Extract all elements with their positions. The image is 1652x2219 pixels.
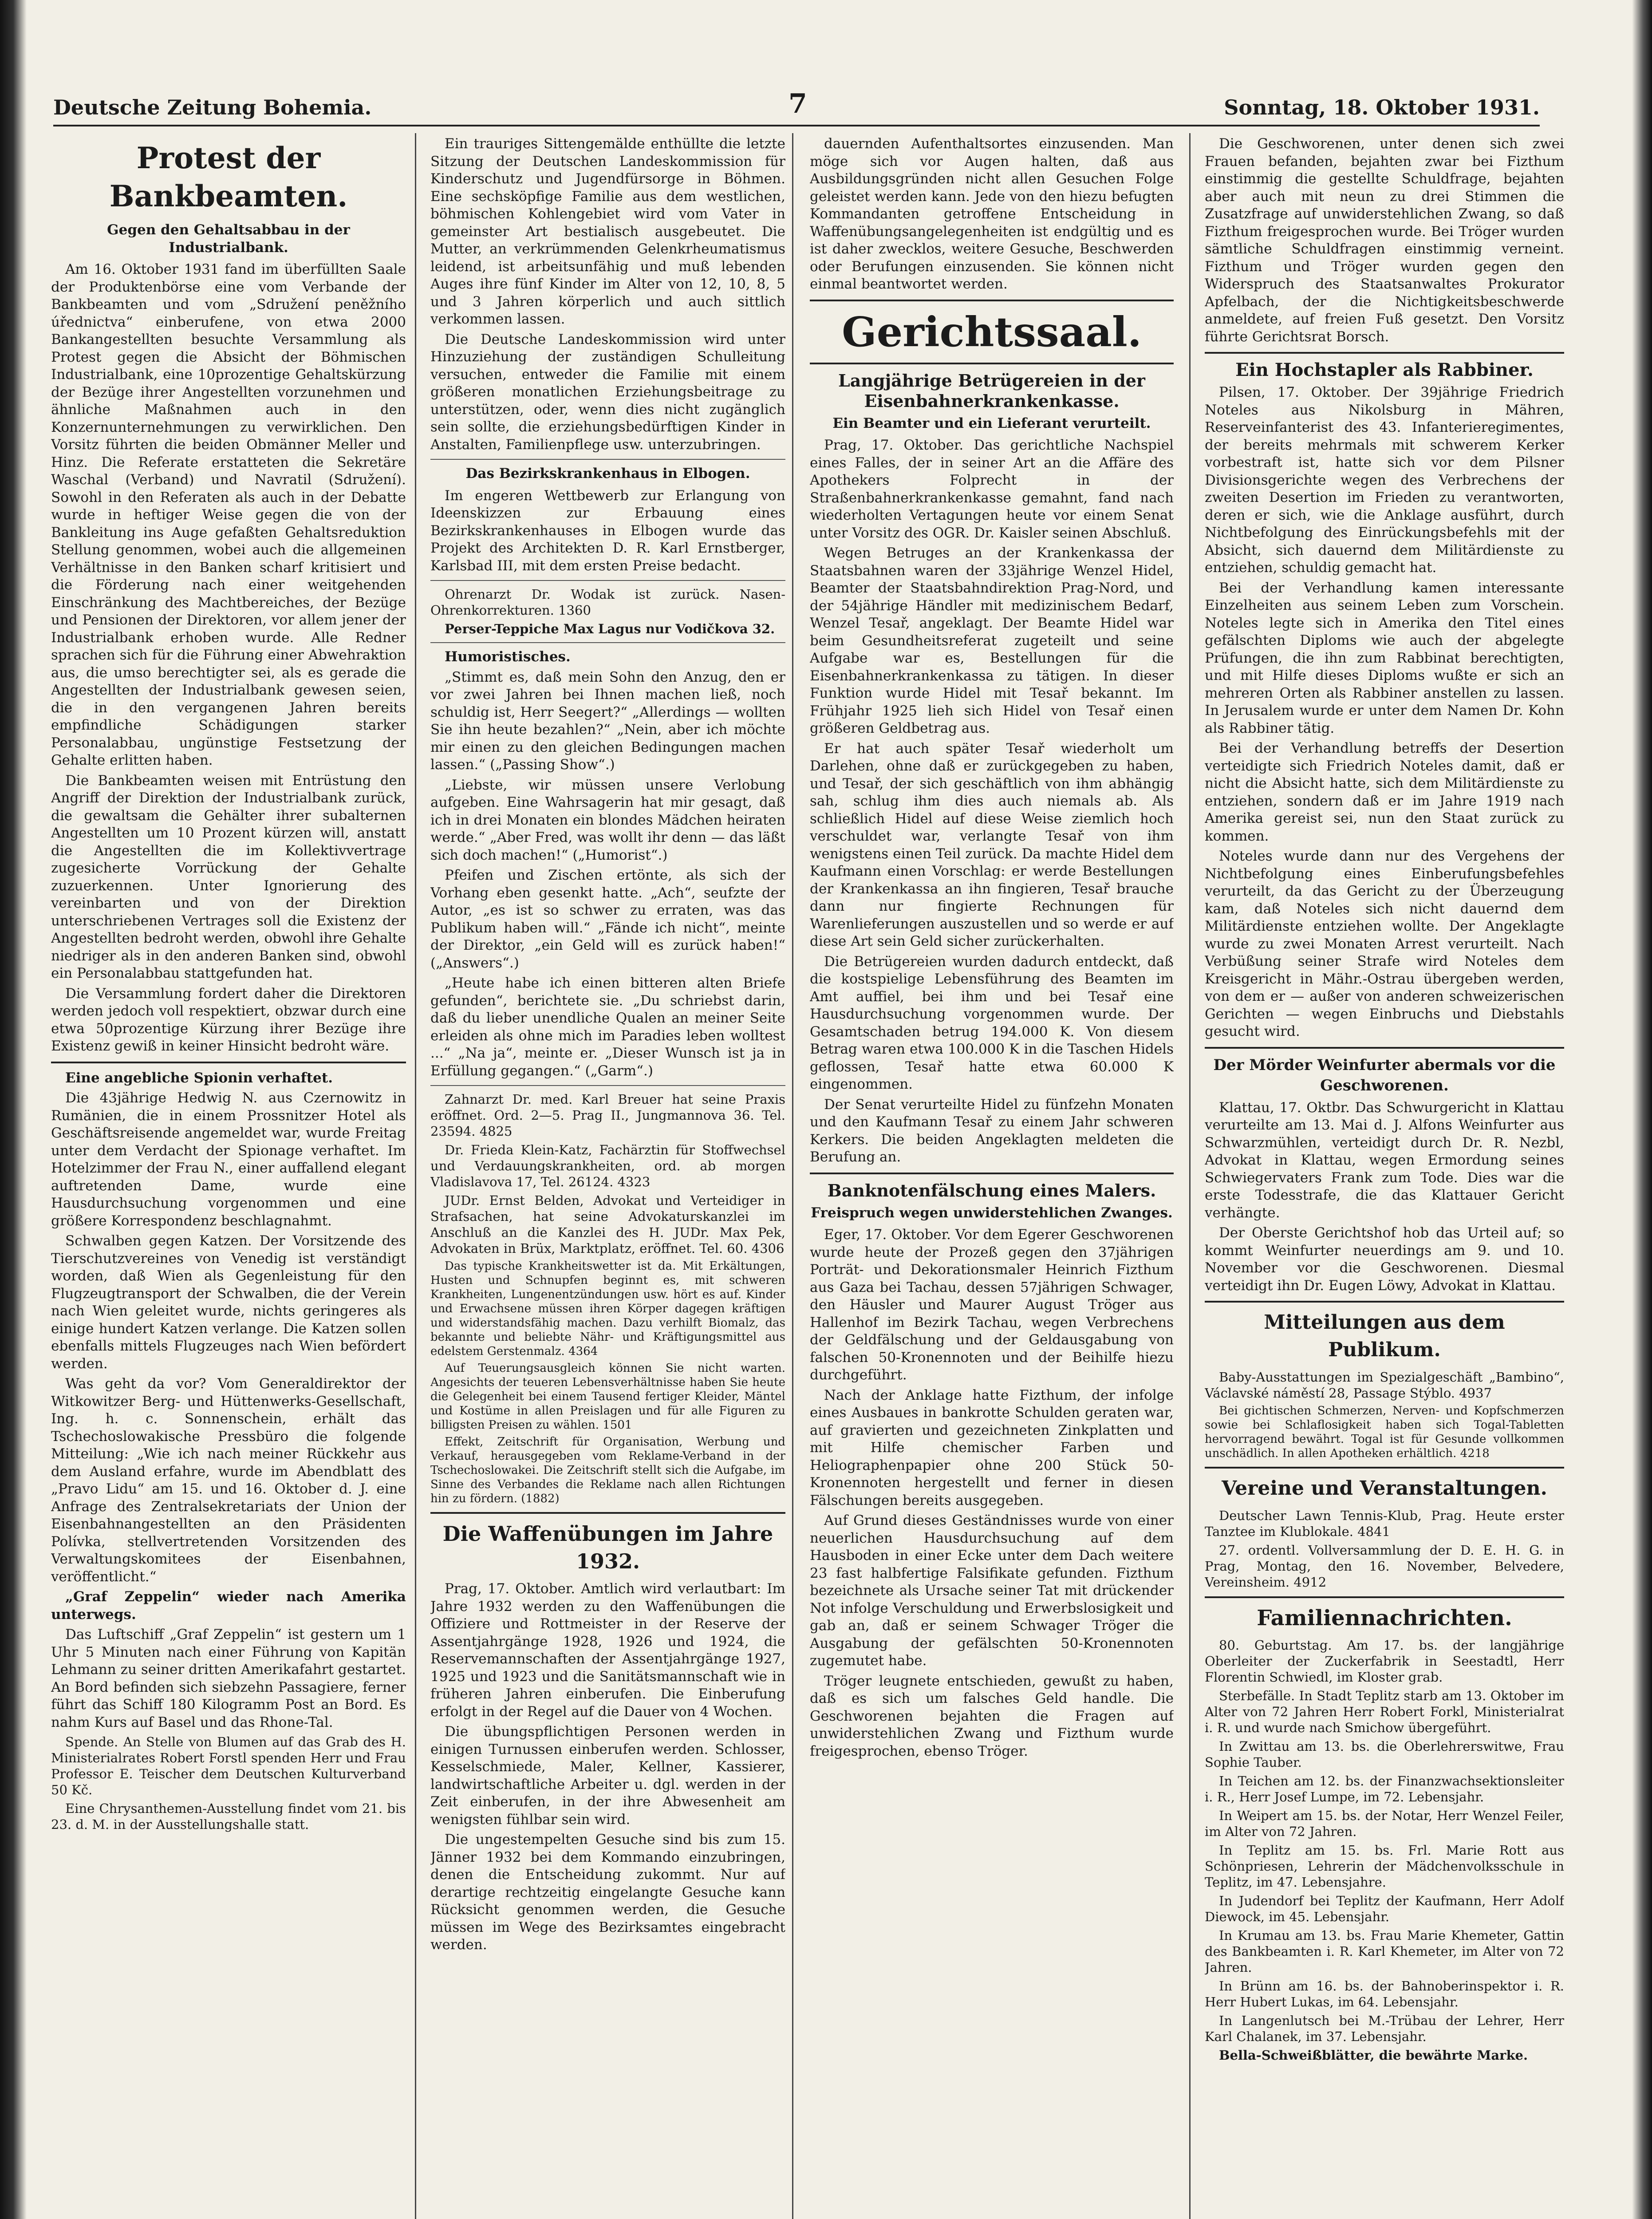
notice-number: 4912 bbox=[1293, 1575, 1327, 1590]
paragraph: Pilsen, 17. Oktober. Der 39jährige Friedrich Noteles aus Nikolsburg in Mähren, Reserveinfanterist des 43. Infanterieregimentes, der bereits mehrmals mit schwerem Kerker vorbestraft ist, hatte sich vor dem Pilsner Divisionsgerichte wegen des Verbrechens der zweiten Desertion im Frieden zu verantworten, deren er sich, wie die Anklage ausführt, durch Nichtbefolgung des Einrückungsbefehls mit der Absicht, sich dauernd dem Militärdienste zu entziehen, schuldig gemacht hat. bbox=[1205, 384, 1564, 576]
notice: Spende. An Stelle von Blumen auf das Grab des H. Ministerialrates Robert Forstl spenden Herr und Frau Professor E. Teischer dem Deutschen Kulturverband 50 Kč. bbox=[51, 1734, 406, 1797]
advertisement bbox=[430, 586, 785, 618]
notice-number: 4841 bbox=[1357, 1524, 1390, 1539]
paragraph: Tröger leugnete entschieden, gewußt zu haben, daß es sich um falsches Geld handle. Die Geschworenen bejahten die Fragen auf unwiderstehlichen Zwang und Fizthum wurde freigesprochen, ebenso Tröger. bbox=[810, 1673, 1174, 1759]
ad-number: 1360 bbox=[558, 603, 591, 618]
ad-number: (1882) bbox=[521, 1492, 560, 1505]
column-1 bbox=[51, 135, 406, 2219]
ad-text: Effekt, Zeitschrift für Organisation, Werbung und Verkauf, herausgegeben vom Reklame-Verband in der Tschechoslowakei. Die Zeitschrift stellt sich die Aufgabe, im Sinne des Verbandes die Reklame nach allen Richtungen hin zu fördern. bbox=[430, 1435, 785, 1505]
paragraph: Klattau, 17. Oktbr. Das Schwurgericht in Klattau verurteilte am 13. Mai d. J. Alfons Weinfurter aus Schwarzmühlen, verteidigt durch Dr. R. Nezbl, Advokat in Klattau, wegen Ermordung seines Schwiegervaters Frank zum Tode. Dies war die erste Todesstrafe, die das Klattauer Gericht verhängte. bbox=[1205, 1099, 1564, 1221]
paragraph: Pfeifen und Zischen ertönte, als sich der Vorhang eben gesenkt hatte. „Ach“, seufzte der Autor, „es ist so schwer zu erraten, was das Publikum haben will.“ „Fände ich nicht“, meinte der Direktor, „ein Geld will es zurück haben!“ („Answers“.) bbox=[430, 867, 785, 971]
divider bbox=[430, 642, 785, 643]
ad-text: Auf Teuerungsausgleich können Sie nicht warten. Angesichts der teueren Lebensverhältnisse haben Sie heute die Gelegenheit bei einem Tausend fertiger Kleider, Mäntel und Kostüme in allen Preislagen und für alle Figuren zu billigsten Preisen zu wählen. bbox=[430, 1362, 785, 1432]
article-title: Ein Hochstapler als Rabbiner. bbox=[1235, 359, 1534, 380]
divider bbox=[810, 363, 1174, 364]
divider bbox=[1205, 1047, 1564, 1049]
divider bbox=[430, 1512, 785, 1514]
family-notice: In Brünn am 16. bs. der Bahnoberinspektor i. R. Herr Hubert Lukas, im 64. Lebensjahr. bbox=[1205, 1978, 1564, 2010]
paragraph: Bei der Verhandlung betreffs der Desertion verteidigte sich Friedrich Noteles damit, daß er nicht die Absicht hatte, sich dem Militärdienste zu entziehen, sondern daß er im Jahre 1919 nach Amerika gereist sei, nun den Staat zurück zu kommen. bbox=[1205, 740, 1564, 844]
paragraph: Am 16. Oktober 1931 fand im überfüllten Saale der Produktenbörse eine vom Verbande der Bankbeamten und vom „Sdružení peněžního úřednictva“ einberufene, von etwa 2000 Bankangestellten besuchte Versammlung als Protest gegen die Absicht der Böhmischen Industrialbank, eine 10prozentige Gehaltskürzung der Bezüge ihrer Angestellten vorzunehmen und ähnliche Maßnahmen auch in den Konzernunternehmungen zu verwirklichen. Den Vorsitz führten die beiden Obmänner Meller und Hinz. Die Referate erstatteten die Sekretäre Waschal (Verband) und Navratil (Sdružení). Sowohl in den Referaten als auch in der Debatte wurde in heftiger Weise gegen die von der Bankleitung ins Auge gefaßten Gehaltsreduktion Stellung genommen, wobei auch die allgemeinen Verhältnisse in den Banken scharf kritisiert und die Förderung nach einer weitgehenden Einschränkung des Machtbereiches, der Bezüge und Pensionen der Direktoren, vor allem jener der Industrialbank erhoben wurde. Alle Redner sprachen sich für die Führung einer Abwehraktion aus, die umso berechtigter sei, als es gerade die Angestellten der Industrialbank gewesen seien, die in den vergangenen Jahren bereits empfindliche Schädigungen starker Personalabbau, ungünstige Festsetzung der Gehalte erlitten haben. bbox=[51, 261, 406, 768]
paragraph: Die Betrügereien wurden dadurch entdeckt, daß die kostspielige Lebensführung des Beamten im Amt auffiel, bei ihm und bei Tesař eine Hausdurchsuchung vorgenommen wurde. Der Gesamtschaden betrug 194.000 K. Von diesem Betrag waren etwa 100.000 K in die Taschen Hidels geflossen, Tesař hatte etwa 60.000 K eingenommen. bbox=[810, 953, 1174, 1092]
article-subtitle: Freispruch wegen unwiderstehlichen Zwanges. bbox=[811, 1204, 1173, 1221]
paragraph: Auf Grund dieses Geständnisses wurde von einer neuerlichen Hausdurchsuchung auf dem Hausboden in einer Ecke unter dem Dach weitere 23 fast halbfertige Falsifikate gefunden. Fizthum bezeichnete als Ursache seiner Tat mit drückender Not infolge Verschuldung und Erwerbslosigkeit und gab an, daß er seinem Schwager Tröger die Ausgabung der gefälschten 50-Kronennoten zugemutet habe. bbox=[810, 1512, 1174, 1669]
news-item-title: Eine angebliche Spionin verhaftet. bbox=[65, 1070, 333, 1086]
news-item-title: Das Bezirkskrankenhaus in Elbogen. bbox=[465, 466, 750, 482]
advertisement bbox=[430, 1142, 785, 1190]
paragraph: dauernden Aufenthaltsortes einzusenden. Man möge sich vor Augen halten, daß aus Ausbildungsgründen nicht allen Gesuchen Folge geleistet werden kann. Jede von den hiezu befugten Kommandanten getroffene Entscheidung in Waffenübungsangelegenheiten ist endgültig und es ist daher zwecklos, weitere Gesuche, Beschwerden oder Berufungen einzusenden. Sie können nicht einmal beantwortet werden. bbox=[810, 136, 1174, 292]
paragraph: Der Senat verurteilte Hidel zu fünfzehn Monaten und den Kaufmann Tesař zu einem Jahr schweren Kerkers. Die beiden Angeklagten meldeten die Berufung an. bbox=[810, 1096, 1174, 1165]
notice-number: 4937 bbox=[1459, 1386, 1492, 1401]
ad-text: Zahnarzt Dr. med. Karl Breuer hat seine Praxis eröffnet. Ord. 2—5. Prag II., Jungmannova 36. Tel. 23594. bbox=[430, 1092, 785, 1139]
ad-text: Ohrenarzt Dr. Wodak ist zurück. Nasen-Ohrenkorrekturen. bbox=[430, 587, 785, 618]
paragraph: Noteles wurde dann nur des Vergehens der Nichtbefolgung eines Einberufungsbefehles verurteilt, da das Gericht zu der Überzeugung kam, daß Noteles sich nicht dauernd dem Militärdienste entziehen wollte. Der Angeklagte wurde zu zwei Monaten Arrest verurteilt. Nach Verbüßung seiner Strafe wird Noteles dem Kreisgericht in Mähr.-Ostrau übergeben werden, von dem er — außer von anderen schweizerischen Gerichten — wegen Einbruchs und Diebstahls gesucht wird. bbox=[1205, 848, 1564, 1039]
paragraph: Wegen Betruges an der Krankenkassa der Staatsbahnen waren der 33jährige Wenzel Hidel, Beamter der Staatsbahndirektion Prag-Nord, und der 54jährige Händler mit medizinischem Bedarf, Wenzel Tesař, angeklagt. Der Beamte Hidel war beim Gesundheitsreferat zugeteilt und seine Aufgabe war es, Bestellungen für die Eisenbahnerkrankenkassa zu tätigen. In dieser Funktion wurde Hidel mit Tesař bekannt. Im Frühjahr 1925 lieh sich Hidel von Tesař einen größeren Geldbetrag aus. bbox=[810, 545, 1174, 736]
column-4 bbox=[1205, 135, 1564, 2219]
advertisement bbox=[430, 1435, 785, 1506]
divider bbox=[430, 459, 785, 460]
scan-edge-left bbox=[0, 0, 27, 2219]
divider bbox=[430, 580, 785, 581]
divider bbox=[1205, 352, 1564, 354]
advertisement bbox=[430, 1091, 785, 1139]
ad-number: 4364 bbox=[568, 1345, 598, 1358]
paragraph: Bei der Verhandlung kamen interessante Einzelheiten aus seinem Leben zum Vorschein. Noteles legte sich in Amerika den Titel eines gefälschten Diploms wie auch der abgelegte Prüfungen, die ihn zum Rabbinat berechtigten, und mit Hilfe dieses Diploms wußte er sich an mehreren Orten als Rabbiner anstellen zu lassen. In Jerusalem wurde er unter dem Namen Dr. Kohn als Rabbiner tätig. bbox=[1205, 580, 1564, 736]
paragraph: Die übungspflichtigen Personen werden in einigen Turnussen einberufen werden. Schlosser, Kesselschmiede, Maler, Kellner, Kassierer, landwirtschaftliche Arbeiter u. dgl. werden in der Zeit einberufen, in der ihre Abwesenheit am wenigsten fühlbar sein wird. bbox=[430, 1724, 785, 1828]
notice-number: 4218 bbox=[1460, 1447, 1490, 1460]
family-notice: 80. Geburtstag. Am 17. bs. der langjährige Oberleiter der Zuckerfabrik in Seestadtl, Herr Florentin Schwiedl, im Kloster grab. bbox=[1205, 1638, 1564, 1685]
family-notice: Bella-Schweißblätter, die bewährte Marke. bbox=[1219, 2048, 1528, 2063]
column-rule bbox=[1189, 133, 1191, 2219]
notice bbox=[1205, 1404, 1564, 1461]
divider bbox=[51, 1062, 406, 1063]
divider bbox=[1205, 1596, 1564, 1598]
paragraph: Schwalben gegen Katzen. Der Vorsitzende des Tierschutzvereines von Venedig ist verständigt worden, daß Wien als Gegenleistung für den Flugzeugtransport der Schwalben, die der Verein nach Wien geleitet wurde, nichts geringeres als einige hundert Katzen verlange. Die Katzen sollen ebenfalls mittels Flugzeuges nach Wien befördert werden. bbox=[51, 1233, 406, 1372]
paragraph: Eger, 17. Oktober. Vor dem Egerer Geschworenen wurde heute der Prozeß gegen den 37jährigen Porträt- und Dekorationsmaler Heinrich Fizthum aus Gaza bei Tachau, dessen 57jährigen Schwager, den Häusler und Maurer August Tröger aus Hallenhof im Bezirk Tachau, wegen Verbrechens der Geldfälschung und der Geldausgabung von falschen 50-Kronennoten und der Beihilfe hiezu durchgeführt. bbox=[810, 1227, 1174, 1383]
notice bbox=[1205, 1369, 1564, 1401]
divider bbox=[810, 300, 1174, 301]
paragraph: „Stimmt es, daß mein Sohn den Anzug, den er vor zwei Jahren bei Ihnen machen ließ, noch schuldig ist, Herr Seegert?“ „Allerdings — wollten Sie ihn heute bezahlen?“ „Nein, aber ich möchte mir einen zu den gleichen Bedingungen machen lassen.“ („Passing Show“.) bbox=[430, 669, 785, 773]
section-title: Gerichtssaal. bbox=[842, 308, 1142, 356]
ad-text: JUDr. Ernst Belden, Advokat und Verteidiger in Strafsachen, hat seine Advokaturskanzlei im Anschluß an die Kanzlei des H. JUDr. Max Pek, Advokaten in Brüx, Marktplatz, eröffnet. Tel. 60. bbox=[430, 1193, 785, 1256]
family-notice: In Langenlutsch bei M.-Trübau der Lehrer, Herr Karl Chalanek, im 37. Lebensjahr. bbox=[1205, 2013, 1564, 2044]
ad-number: 4306 bbox=[751, 1241, 785, 1256]
column-rule bbox=[792, 133, 793, 2219]
page-header bbox=[53, 88, 1540, 126]
article-title: Der Mörder Weinfurter abermals vor die Geschworenen. bbox=[1213, 1056, 1556, 1094]
article-title: Langjährige Betrügereien in der Eisenbahnerkrankenkasse. bbox=[838, 370, 1145, 411]
paragraph: Prag, 17. Oktober. Das gerichtliche Nachspiel eines Falles, der in seiner Art an die Affäre des Apothekers Folprecht in der Straßenbahnerkrankenkasse gemahnt, fand nach wiederholten Vertagungen heute vor einem Senat unter Vorsitz des OGR. Dr. Kaisler seinen Abschluß. bbox=[810, 437, 1174, 541]
header-newspaper-name: Deutsche Zeitung Bohemia. bbox=[53, 95, 372, 119]
section-title: Mitteilungen aus dem Publikum. bbox=[1264, 1311, 1505, 1361]
family-notice: In Krumau am 13. bs. Frau Marie Khemeter, Gattin des Bankbeamten i. R. Karl Khemeter, im Alter von 72 Jahren. bbox=[1205, 1928, 1564, 1975]
advertisement: Perser-Teppiche Max Lagus nur Vodičkova 32. bbox=[445, 621, 775, 636]
column-3 bbox=[810, 135, 1174, 2219]
article-subtitle: Ein Beamter und ein Lieferant verurteilt. bbox=[832, 415, 1151, 431]
article-title: Die Waffenübungen im Jahre 1932. bbox=[442, 1522, 773, 1573]
divider bbox=[810, 1173, 1174, 1174]
paragraph: Was geht da vor? Vom Generaldirektor der Witkowitzer Berg- und Hüttenwerks-Gesellschaft, Ing. h. c. Sonnenschein, erhält das Tschechoslowakische Pressbüro die folgende Mitteilung: „Wie ich nach meiner Rückkehr aus dem Ausland erfahre, wurde im Abendblatt des „Pravo Lidu“ am 15. und 16. Oktober d. J. eine Anfrage des Zentralsekretariats der Union der Eisenbahnangestellten an den Präsidenten Polívka, stellvertretenden Vorsitzenden des Verwaltungskomitees der Eisenbahnen, veröffentlicht.“ bbox=[51, 1376, 406, 1585]
notice-text: Bei gichtischen Schmerzen, Nerven- und Kopfschmerzen sowie bei Schlaflosigkeit haben sich Togal-Tabletten hervorragend bewährt. Togal ist für Gesunde vollkommen unschädlich. In allen Apotheken erhältlich. bbox=[1205, 1404, 1564, 1460]
column-2 bbox=[430, 135, 785, 2219]
paragraph: Er hat auch später Tesař wiederholt um Darlehen, ohne daß er zurückgegeben zu haben, und Tesař, der sich geschäftlich von ihm abhängig sah, schlug ihm dies auch niemals ab. Als schließlich Hidel auf diese Weise ziemlich hoch verschuldet war, verlangte Tesař von ihm wenigstens einen Teil zurück. Da machte Hidel dem Kaufmann einen Vorschlag: er werde Bestellungen der Krankenkassa an ihn fingieren, Tesař brauche dann nur fingierte Rechnungen für Warenlieferungen auszustellen und so werde er auf diese Art sein Geld sicher zurückerhalten. bbox=[810, 740, 1174, 949]
paragraph: Prag, 17. Oktober. Amtlich wird verlautbart: Im Jahre 1932 werden zu den Waffenübungen die Offiziere und Rottmeister in der Reserve der Assentjahrgänge 1928, 1926 und 1924, die Reservemannschaften der Assentjahrgänge 1927, 1925 und 1923 und die Sanitätsmannschaft wie in früheren Jahren einberufen. Die Einberufung erfolgt in der Regel auf die Dauer von 4 Wochen. bbox=[430, 1581, 785, 1720]
article-title: Banknotenfälschung eines Malers. bbox=[827, 1180, 1156, 1200]
scan-edge-right bbox=[1632, 0, 1652, 2219]
paragraph: Der Oberste Gerichtshof hob das Urteil auf; so kommt Weinfurter neuerdings am 9. und 10. November vor die Geschworenen. Diesmal verteidigt ihn Dr. Eugen Löwy, Advokat in Klattau. bbox=[1205, 1225, 1564, 1294]
paragraph: „Heute habe ich einen bitteren alten Briefe gefunden“, berichtete sie. „Du schriebst darin, daß du lieber unendliche Qualen an meiner Seite erleiden als ohne mich im Paradies leben wolltest ...“ „Na ja“, meinte er. „Dieser Wunsch ist ja in Erfüllung gegangen.“ („Garm“.) bbox=[430, 975, 785, 1079]
paragraph: Die Deutsche Landeskommission wird unter Hinzuziehung der zuständigen Schulleitung versuchen, entweder die Familie mit einem größeren monatlichen Erziehungsbeitrage zu unterstützen, oder, wenn dies nicht zugänglich sein sollte, die erziehungsbedürftigen Kinder in Anstalten, Familienpflege usw. unterzubringen. bbox=[430, 331, 785, 453]
family-notice: In Teichen am 12. bs. der Finanzwachsektionsleiter i. R., Herr Josef Lumpe, im 72. Lebensjahr. bbox=[1205, 1773, 1564, 1804]
family-notice: Sterbefälle. In Stadt Teplitz starb am 13. Oktober im Alter von 72 Jahren Herr Robert Forkl, Ministerialrat i. R. und wurde nach Smichow übergeführt. bbox=[1205, 1688, 1564, 1735]
section-title: Familiennachrichten. bbox=[1257, 1606, 1512, 1631]
advertisement bbox=[430, 1259, 785, 1358]
article-title: Protest der Bankbeamten. bbox=[109, 141, 348, 213]
notice-text: Baby-Ausstattungen im Spezialgeschäft „Bambino“, Václavské náměstí 28, Passage Stýblo. bbox=[1205, 1370, 1564, 1401]
divider bbox=[1205, 1301, 1564, 1303]
divider bbox=[430, 1085, 785, 1086]
notice bbox=[1205, 1542, 1564, 1590]
paragraph: Ein trauriges Sittengemälde enthüllte die letzte Sitzung der Deutschen Landeskommission für Kinderschutz und Jugendfürsorge in Böhmen. Eine sechsköpfige Familie aus dem westlichen, böhmischen Kohlengebiet wird vom Vater in gemeinster Art bestialisch ausgebeutet. Die Mutter, an verkrümmenden Gelenkrheumatismus leidend, ist arbeitsunfähig und muß lebenden Auges ihre fünf Kinder im Alter von 12, 10, 8, 5 und 3 Jahren körperlich und auch sittlich verkommen lassen. bbox=[430, 136, 785, 327]
news-item-title: „Graf Zeppelin“ wieder nach Amerika unterwegs. bbox=[51, 1589, 406, 1623]
column-rule bbox=[415, 133, 416, 2219]
paragraph: Die Bankbeamten weisen mit Entrüstung den Angriff der Direktion der Industrialbank zurück, die gewaltsam die Gehälter ihrer subalternen Angestellten um 10 Prozent kürzen will, anstatt die Angestellten die im Kollektivvertrage zugesicherte Vorrückung der Gehalte zuzuerkennen. Unter Ignorierung des vereinbarten und von der Direktion unterschriebenen Vertrages soll die Existenz der Angestellten bedroht werden, obwohl ihre Gehalte niedriger als in den anderen Banken sind, obwohl ein Personalabbau stattgefunden hat. bbox=[51, 772, 406, 981]
family-notice: In Judendorf bei Teplitz der Kaufmann, Herr Adolf Diewock, im 45. Lebensjahr. bbox=[1205, 1893, 1564, 1924]
ad-text: Das typische Krankheitswetter ist da. Mit Erkältungen, Husten und Schnupfen beginnt es, mit schweren Krankheiten, Lungenentzündungen usw. hört es auf. Kinder und Erwachsene müssen ihren Körper dagegen kräftigen und widerstandsfähig machen. Dazu verhilft Biomalz, das bekannte und beliebte Nähr- und Kräftigungsmittel aus edelstem Gerstenmalz. bbox=[430, 1260, 785, 1358]
advertisement bbox=[430, 1192, 785, 1256]
ad-number: 4323 bbox=[617, 1174, 651, 1189]
notice bbox=[1205, 1508, 1564, 1540]
section-title: Vereine und Veranstaltungen. bbox=[1222, 1477, 1547, 1500]
notice-text: 27. ordentl. Vollversammlung der D. E. H. G. in Prag, Montag, den 16. November, Belvedere, Vereinsheim. bbox=[1205, 1543, 1564, 1590]
section-label: Humoristisches. bbox=[445, 649, 571, 665]
paragraph: Die 43jährige Hedwig N. aus Czernowitz in Rumänien, die in einem Prossnitzer Hotel als Geschäftsreisende angemeldet war, wurde Freitag unter dem Verdacht der Spionage verhaftet. Im Hotelzimmer der Frau N., einer auffallend elegant auftretenden Dame, wurde eine Hausdurchsuchung vorgenommen und eine größere Korrespondenz beschlagnahmt. bbox=[51, 1090, 406, 1229]
paragraph: Im engeren Wettbewerb zur Erlangung von Ideenskizzen zur Erbauung eines Bezirkskrankenhauses in Elbogen wurde das Projekt des Architekten D. R. Karl Ernstberger, Karlsbad III, mit dem ersten Preise bedacht. bbox=[430, 487, 785, 574]
family-notice: In Weipert am 15. bs. der Notar, Herr Wenzel Feiler, im Alter von 72 Jahren. bbox=[1205, 1808, 1564, 1839]
notice-text: Deutscher Lawn Tennis-Klub, Prag. Heute erster Tanztee im Klublokale. bbox=[1205, 1508, 1564, 1539]
family-notice: In Teplitz am 15. bs. Frl. Marie Rott aus Schönpriesen, Lehrerin der Mädchenvolksschule in Teplitz, im 47. Lebensjahre. bbox=[1205, 1843, 1564, 1890]
ad-text: Dr. Frieda Klein-Katz, Fachärztin für Stoffwechsel und Verdauungskrankheiten, ord. ab morgen Vladislavova 17, Tel. 26124. bbox=[430, 1142, 785, 1189]
notice: Eine Chrysanthemen-Ausstellung findet vom 21. bis 23. d. M. in der Ausstellungshalle statt. bbox=[51, 1801, 406, 1832]
article-subtitle: Gegen den Gehaltsabbau in der Industrialbank. bbox=[107, 222, 350, 256]
divider bbox=[1205, 1467, 1564, 1469]
paragraph: Die ungestempelten Gesuche sind bis zum 15. Jänner 1932 bei dem Kommando einzubringen, denen die Entscheidung zukommt. Nur auf derartige rechtzeitig eingelangte Gesuche kann Rücksicht genommen werden, die Gesuche müssen im Wege des Bezirksamtes eingebracht werden. bbox=[430, 1832, 785, 1953]
ad-number: 4825 bbox=[479, 1124, 513, 1139]
paragraph: Die Geschworenen, unter denen sich zwei Frauen befanden, bejahten zwar bei Fizthum einstimmig die gestellte Schuldfrage, bejahten aber auch mit neun zu drei Stimmen die Zusatzfrage auf unwiderstehlichen Zwang, so daß Fizthum freigesprochen wurde. Bei Tröger wurden sämtliche Schuldfragen einstimmig verneint. Fizthum und Tröger wurden gegen den Widerspruch des Staatsanwaltes Prokurator Apfelbach, der die Nichtigkeitsbeschwerde anmeldete, auf freien Fuß gesetzt. Den Vorsitz führte Gerichtsrat Borsch. bbox=[1205, 136, 1564, 345]
advertisement bbox=[430, 1361, 785, 1432]
paragraph: Die Versammlung fordert daher die Direktoren werden jedoch voll respektiert, obzwar durch eine etwa 50prozentige Kürzung ihrer Bezüge ihre Existenz gewiß in keiner Hinsicht bedroht wäre. bbox=[51, 985, 406, 1054]
header-date: Sonntag, 18. Oktober 1931. bbox=[1224, 95, 1540, 119]
paragraph: Das Luftschiff „Graf Zeppelin“ ist gestern um 1 Uhr 5 Minuten nach einer Führung von Kapitän Lehmann zu seiner dritten Amerikafahrt gestartet. An Bord befinden sich siebzehn Passagiere, ferner führt das Schiff 180 Kilogramm Post an Bord. Es nahm Kurs auf Basel und das Rhone-Tal. bbox=[51, 1627, 406, 1730]
paragraph: „Liebste, wir müssen unsere Verlobung aufgeben. Eine Wahrsagerin hat mir gesagt, daß ich in drei Monaten ein blondes Mädchen heiraten werde.“ „Aber Fred, was wollt ihr denn — das läßt sich doch machen!“ („Humorist“.) bbox=[430, 777, 785, 863]
ad-number: 1501 bbox=[603, 1418, 632, 1432]
header-page-number: 7 bbox=[788, 88, 807, 119]
family-notice: In Zwittau am 13. bs. die Oberlehrerswitwe, Frau Sophie Tauber. bbox=[1205, 1739, 1564, 1770]
paragraph: Nach der Anklage hatte Fizthum, der infolge eines Ausbaues in bankrotte Schulden geraten war, auf gravierten und gezeichneten Zinkplatten und mit Hilfe chemischer Farben und Heliographenpapier ohne 200 Stück 50-Kronennoten hergestellt und ferner in diesen Fälschungen bereits ausgegeben. bbox=[810, 1387, 1174, 1508]
